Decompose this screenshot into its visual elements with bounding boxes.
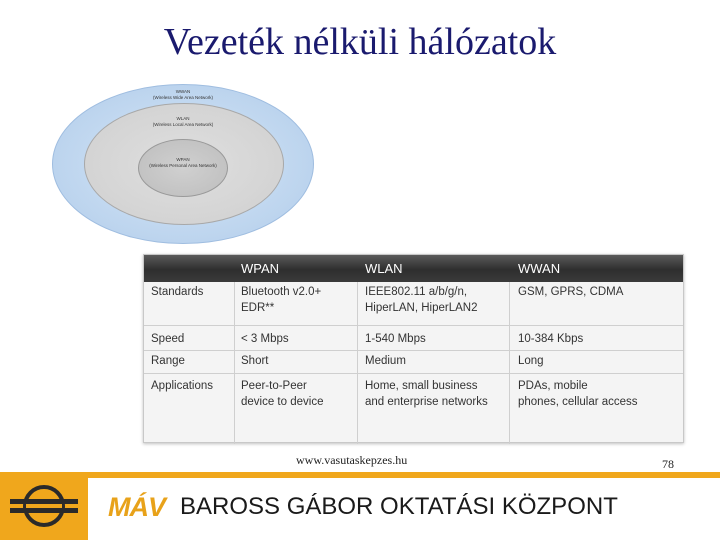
table-cell: Short [241,355,269,367]
comparison-table [143,254,684,443]
table-cell: Bluetooth v2.0+ EDR** [241,286,322,314]
table-cell: 1-540 Mbps [365,333,426,345]
footer-bar [0,472,720,540]
table-cell: Peer-to-Peer device to device [241,380,324,408]
footer-brand-area [88,472,720,540]
table-cell: Long [518,355,544,367]
table-cell: 10-384 Kbps [518,333,584,345]
brand-name: BAROSS GÁBOR OKTATÁSI KÖZPONT [180,493,618,520]
wlan-label: WLAN (Wireless Local Area Network) [152,116,214,127]
brand-mav: MÁV [108,492,165,522]
page-number: 78 [662,457,674,471]
header-wlan: WLAN [365,261,403,276]
row-label: Range [151,355,185,367]
website-link[interactable]: www.vasutaskepzes.hu [296,453,408,467]
mav-logo-icon [0,472,88,540]
slide-title: Vezeték nélküli hálózatok [163,21,557,63]
table-header [144,255,683,282]
row-label: Applications [151,380,214,392]
header-wpan: WPAN [241,261,280,276]
column-divider [509,282,510,444]
table-cell: < 3 Mbps [241,333,289,345]
row-separator [144,373,683,374]
row-label: Standards [151,286,204,298]
header-wwan: WWAN [518,261,561,276]
table-cell: GSM, GPRS, CDMA [518,286,624,298]
row-separator [144,325,683,326]
row-label: Speed [151,333,185,345]
wwan-label: WWAN (Wireless Wide Area Network) [152,89,213,100]
wpan-ellipse [138,139,228,197]
row-separator [144,350,683,351]
table-cell: PDAs, mobile phones, cellular access [518,380,638,408]
table-cell: Medium [365,355,406,367]
column-divider [234,282,235,444]
wpan-label: WPAN (Wireless Personal Area Network) [149,157,217,168]
table-cell: IEEE802.11 a/b/g/n, HiperLAN, HiperLAN2 [365,286,478,314]
table-cell: Home, small business and enterprise networks [365,380,488,408]
column-divider [357,282,358,444]
